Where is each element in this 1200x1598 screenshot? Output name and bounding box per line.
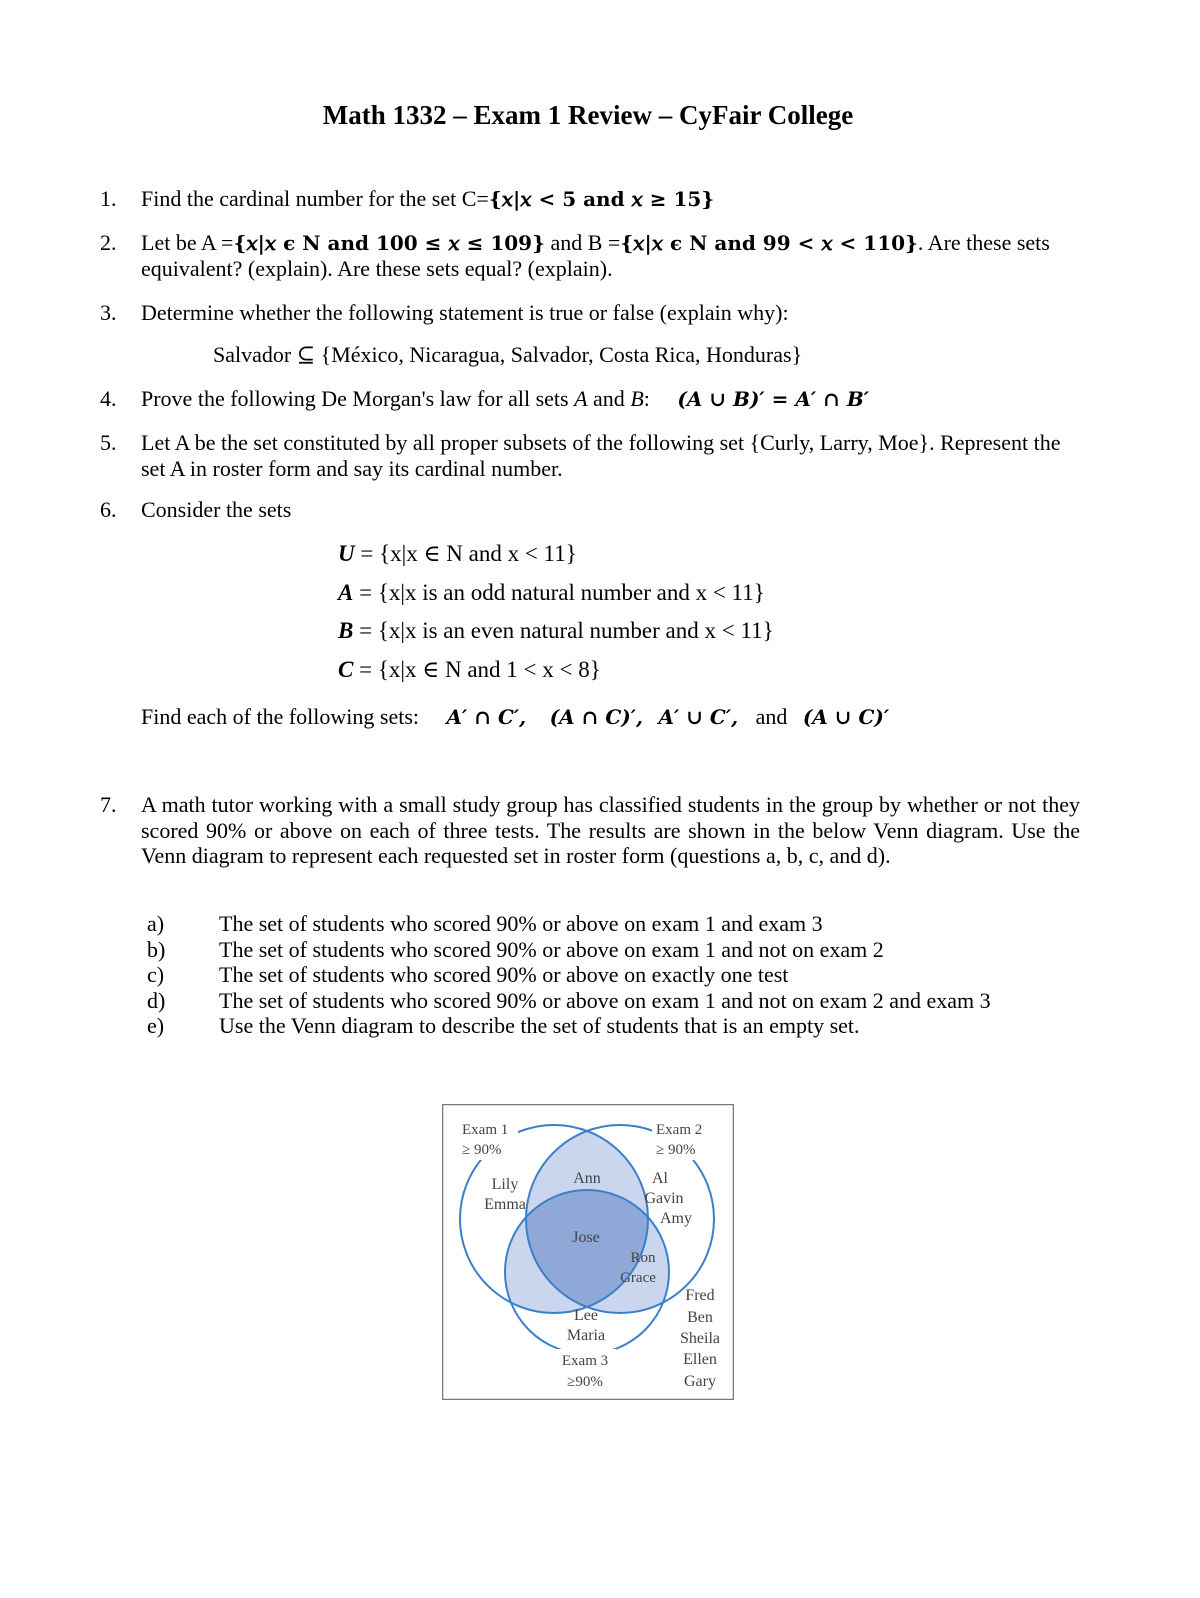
set-expression: {𝑥|𝑥 < 5 and 𝑥 ≥ 15} [488, 187, 715, 211]
set-b-expression: {𝑥|𝑥 ϵ 𝐍 and 99 < 𝑥 < 110} [620, 231, 918, 255]
question-number: 7. [100, 792, 117, 817]
sub-question-c: c) The set of students who scored 90% or above on exactly one test [147, 962, 789, 987]
question-7 [100, 792, 1080, 869]
question-text: Consider the sets [141, 497, 292, 522]
sub-question-d: d) The set of students who scored 90% or above on exam 1 and not on exam 2 and exam 3 [147, 987, 991, 1013]
question-text: Find the cardinal number for the set C= [141, 186, 489, 211]
question-5 [100, 430, 1080, 482]
question-text: Let be A = [141, 230, 234, 255]
question-number: 1. [100, 186, 117, 211]
name-only-exam1: Lily [491, 1176, 519, 1193]
name-only-exam3: Maria [566, 1327, 606, 1344]
question-4 [100, 386, 1080, 412]
name-outside: Ben [687, 1309, 713, 1326]
name-only-exam3: Lee [574, 1307, 598, 1324]
question-text: Prove the following De Morgan's law for all sets [141, 386, 575, 411]
subset-statement: Salvador ⊆ {México, Nicaragua, Salvador, Costa Rica, Honduras} [213, 342, 803, 367]
name-outside: Fred [685, 1287, 715, 1304]
question-text: and B = [544, 230, 621, 255]
sub-question-e: e) Use the Venn diagram to describe the set of students that is an empty set. [147, 1013, 860, 1038]
set-expression-4: (𝑨 ∪ 𝑪)′ [802, 705, 890, 729]
page-title: Math 1332 – Exam 1 Review – CyFair College [322, 100, 854, 130]
question-number: 3. [100, 300, 117, 325]
name-exam2-exam3: Grace [620, 1270, 656, 1286]
set-b-symbol: B [630, 386, 644, 411]
set-definition-b: B = {x|x is an even natural number and x < 11} [338, 618, 774, 643]
exam1-label: Exam 1 [462, 1122, 509, 1138]
exam3-label: Exam 3 [561, 1353, 609, 1369]
question-text: : [643, 386, 650, 411]
question-text: and [587, 386, 631, 411]
name-all-three: Jose [572, 1229, 600, 1246]
name-only-exam1: Emma [484, 1196, 526, 1213]
exam2-threshold: ≥ 90% [656, 1142, 696, 1158]
question-text: . Are these sets equivalent? (explain). Are these sets equal? (explain). [141, 230, 1050, 281]
question-number: 5. [100, 430, 117, 455]
question-number: 6. [100, 497, 117, 522]
name-outside: Ellen [683, 1351, 717, 1368]
question-6 [100, 497, 1080, 523]
venn-diagram-svg [442, 1104, 734, 1400]
venn-diagram [442, 1104, 734, 1400]
sub-questions [147, 911, 1083, 1039]
question-text: Determine whether the following statement is true or false (explain why): [141, 300, 789, 325]
set-definition-a: A = {x|x is an odd natural number and x < 11} [338, 579, 765, 605]
set-a-expression: {𝑥|𝑥 ϵ 𝐍 and 100 ≤ 𝑥 ≤ 109} [233, 231, 545, 255]
question-3 [100, 300, 1080, 326]
set-expression-3: 𝑨′ ∪ 𝑪′, [658, 705, 739, 729]
name-outside: Sheila [680, 1330, 720, 1347]
exam2-label: Exam 2 [656, 1122, 703, 1138]
question-number: 4. [100, 386, 117, 411]
set-expression-1: 𝑨′ ∩ 𝑪′, [446, 705, 527, 729]
set-a-symbol: A [574, 386, 588, 411]
exam3-threshold: ≥90% [567, 1374, 603, 1390]
and-word: and [755, 704, 788, 729]
name-only-exam2: Gavin [644, 1190, 684, 1207]
sub-question-b: b) The set of students who scored 90% or above on exam 1 and not on exam 2 [147, 936, 884, 962]
set-definitions [338, 535, 774, 689]
exam1-threshold: ≥ 90% [462, 1142, 502, 1158]
find-sets-line [141, 704, 1101, 730]
name-outside: Gary [684, 1373, 716, 1390]
name-only-exam2: Al [652, 1170, 668, 1187]
name-only-exam2: Amy [660, 1210, 692, 1227]
set-definition-c: C = {x|x ∈ N and 1 < x < 8} [338, 656, 601, 682]
question-text: A math tutor working with a small study group has classified students in the group by whether or not they scored 90% or above on each of three tests. The results are shown in the below Venn diagram. Use the Venn diagram to represent each requested set in roster form (questions a, b, c, and d). [141, 792, 1080, 868]
de-morgan-law: (𝑨 ∪ 𝑩)′ = 𝑨′ ∩ 𝑩′ [677, 387, 870, 411]
question-1 [100, 186, 1080, 212]
question-text: Find each of the following sets: [141, 704, 420, 729]
set-expression-2: (𝑨 ∩ 𝑪)′, [549, 705, 643, 729]
name-exam1-exam2: Ann [573, 1170, 601, 1187]
sub-question-a: a) The set of students who scored 90% or above on exam 1 and exam 3 [147, 911, 823, 936]
set-definition-u: U = {x|x ∈ N and x < 11} [338, 541, 577, 566]
question-number: 2. [100, 230, 117, 255]
name-exam2-exam3: Ron [630, 1250, 656, 1266]
question-2 [100, 230, 1080, 282]
question-text: Let A be the set constituted by all proper subsets of the following set {Curly, Larry, Moe}. Represent the set A in roster form and say its cardinal number. [141, 430, 1061, 481]
